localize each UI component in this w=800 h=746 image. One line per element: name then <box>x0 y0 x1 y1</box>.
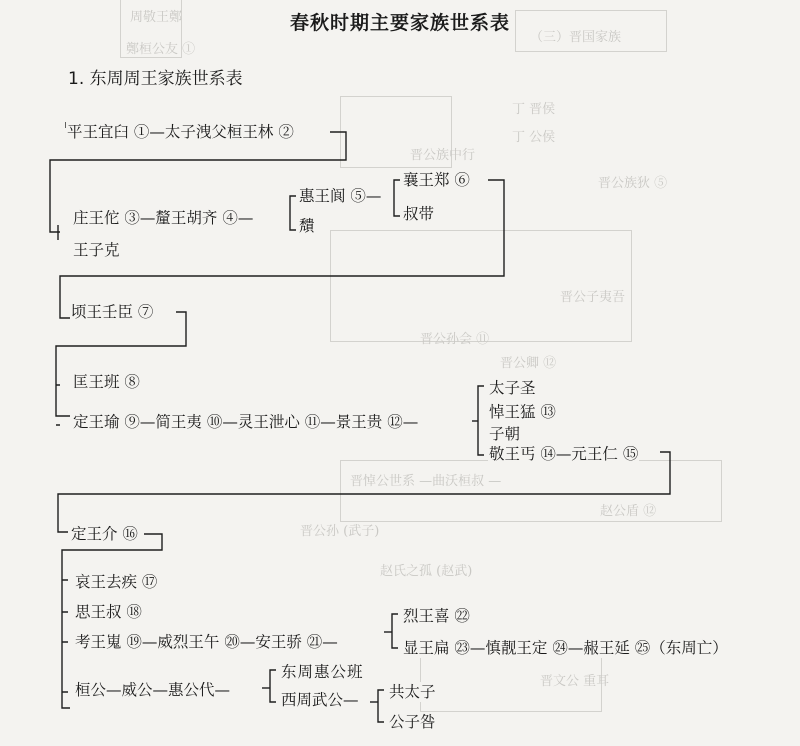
gen-prince-jiu: 公子咎 <box>389 713 436 731</box>
gen-king-xiang: 襄王郑 ⑥ <box>403 171 470 189</box>
gen-king-kuang: 匡王班 ⑧ <box>73 373 140 391</box>
page-title: 春秋时期主要家族世系表 <box>289 12 510 34</box>
section-title: 1. 东周周王家族世系表 <box>68 69 243 89</box>
gen-king-ping-huan: 平王宜臼 ①—太子洩父桓王林 ② <box>67 123 294 141</box>
gen-king-lie: 烈王喜 ㉒ <box>403 607 470 625</box>
gen-duke-huan-line: 桓公—威公—惠公代— <box>75 681 231 699</box>
gen-prince-ke: 王子克 <box>73 241 120 259</box>
gen-crown-prince-sheng: 太子圣 <box>489 379 536 397</box>
gen-tui: 穨 <box>299 217 315 235</box>
gen-king-hui: 惠王阆 ⑤— <box>299 187 382 205</box>
gen-east-zhou-duke: 东周惠公班 <box>281 663 364 681</box>
gen-king-zhuang-li: 庄王佗 ③—釐王胡齐 ④— <box>73 209 254 227</box>
gen-king-ai: 哀王去疾 ⑰ <box>75 573 158 591</box>
gen-west-zhou-duke-wu: 西周武公— <box>281 691 359 709</box>
gen-king-ding-to-jing: 定王瑜 ⑨—简王夷 ⑩—灵王泄心 ⑪—景王贵 ⑫— <box>73 413 419 431</box>
gen-king-jing-yuan: 敬王丐 ⑭—元王仁 ⑮ <box>489 445 639 463</box>
gen-king-zhending: 定王介 ⑯ <box>71 525 138 543</box>
gen-zichao: 子朝 <box>489 425 521 443</box>
gen-king-kao-to-an: 考王嵬 ⑲—威烈王午 ⑳—安王骄 ㉑— <box>75 633 338 651</box>
gen-shudai: 叔带 <box>403 205 435 223</box>
gen-crown-prince-gong: 共太子 <box>389 683 436 701</box>
gen-king-qing: 顷王壬臣 ⑦ <box>71 303 154 321</box>
gen-king-dao: 悼王猛 ⑬ <box>489 403 556 421</box>
gen-king-si: 思王叔 ⑱ <box>75 603 142 621</box>
gen-king-xian-to-nan: 显王扁 ㉓—慎靓王定 ㉔—赧王延 ㉕（东周亡） <box>403 639 728 657</box>
